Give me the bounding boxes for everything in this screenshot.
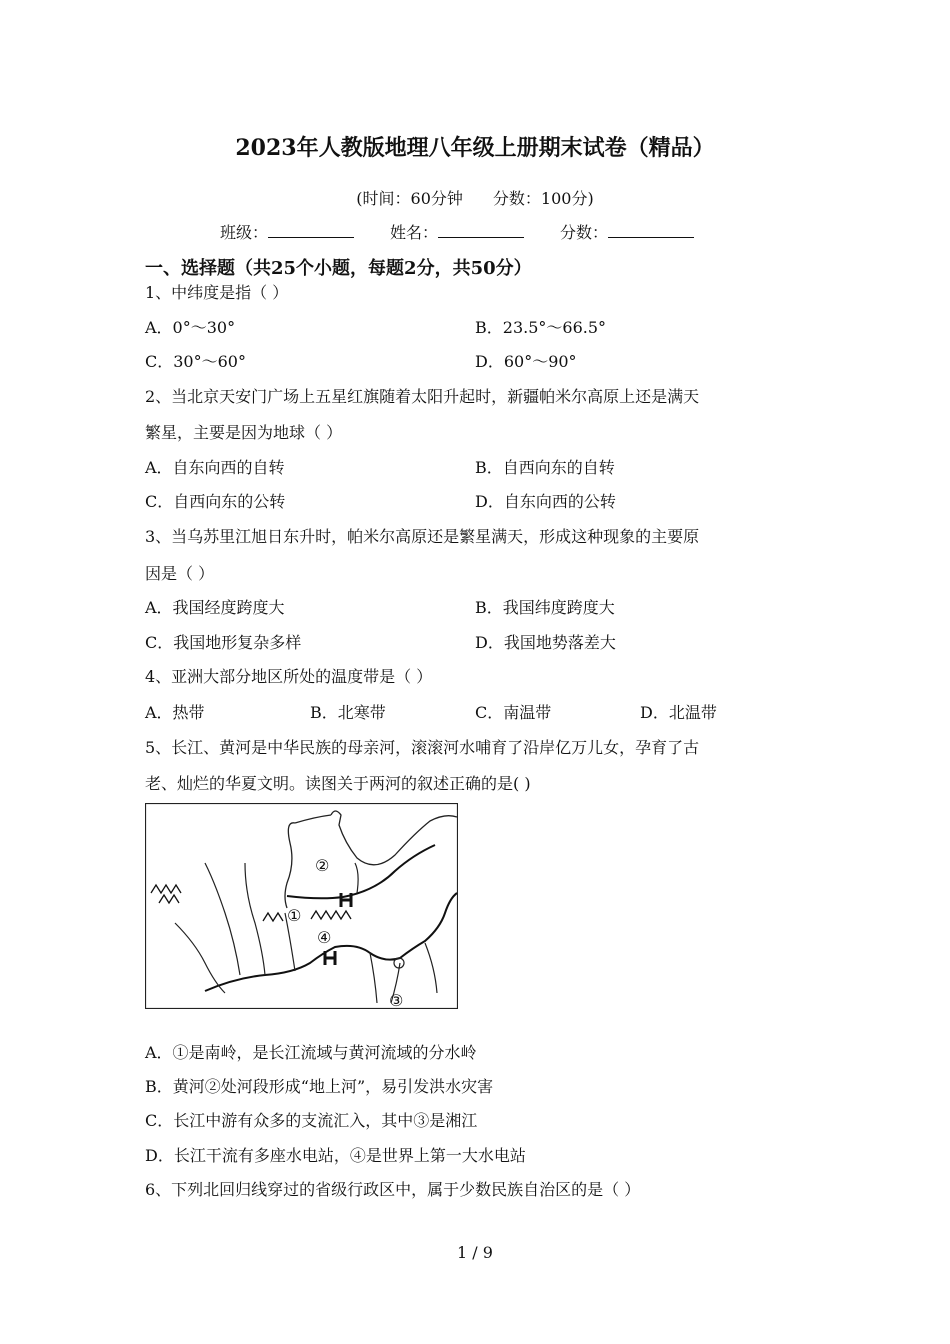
option: A．我国经度跨度大: [145, 598, 285, 617]
map-label-3: ③: [389, 991, 404, 1009]
name-blank[interactable]: [438, 223, 524, 238]
option: B．黄河②处河段形成“地上河”，易引发洪水灾害: [145, 1077, 494, 1096]
option: D．我国地势落差大: [475, 633, 616, 652]
option: B．自西向东的自转: [475, 458, 615, 477]
class-blank[interactable]: [268, 223, 354, 238]
question-stem: 4、亚洲大部分地区所处的温度带是（ ）: [145, 667, 433, 686]
question-stem: 繁星，主要是因为地球（ ）: [145, 423, 343, 442]
question-stem: 因是（ ）: [145, 564, 215, 583]
exam-total-score: 分数：100分): [492, 189, 594, 208]
option: D．自东向西的公转: [475, 492, 616, 511]
score-blank[interactable]: [608, 223, 694, 238]
student-fields: [220, 220, 694, 243]
exam-time: (时间：60分钟: [356, 189, 463, 208]
map-label-2: ②: [315, 856, 330, 875]
name-label: 姓名：: [390, 223, 439, 242]
question-stem: 老、灿烂的华夏文明。读图关于两河的叙述正确的是( ): [145, 774, 531, 793]
map-label-4: ④: [317, 928, 332, 947]
option: B．我国纬度跨度大: [475, 598, 615, 617]
option: B．23.5°～66.5°: [475, 318, 607, 337]
option: B．北寒带: [310, 703, 386, 722]
page-title: 2023年人教版地理八年级上册期末试卷（精品）: [235, 135, 715, 161]
option: C．自西向东的公转: [145, 492, 286, 511]
map-label-1: ①: [287, 906, 302, 925]
option: A．①是南岭，是长江流域与黄河流域的分水岭: [145, 1043, 477, 1062]
question-stem: 6、下列北回归线穿过的省级行政区中，属于少数民族自治区的是（ ）: [145, 1180, 641, 1199]
question-stem: 2、当北京天安门广场上五星红旗随着太阳升起时，新疆帕米尔高原上还是满天: [145, 387, 700, 406]
class-label: 班级：: [220, 223, 269, 242]
option: C．长江中游有众多的支流汇入，其中③是湘江: [145, 1111, 478, 1130]
option: C．南温带: [475, 703, 552, 722]
question-stem: 5、长江、黄河是中华民族的母亲河，滚滚河水哺育了沿岸亿万儿女，孕育了古: [145, 738, 700, 757]
option: A．0°～30°: [145, 318, 236, 337]
option: C．30°～60°: [145, 352, 246, 371]
question-stem: 1、中纬度是指（ ）: [145, 283, 289, 302]
option: A．热带: [145, 703, 205, 722]
option: D．60°～90°: [475, 352, 577, 371]
score-label: 分数：: [560, 223, 609, 242]
option: D．长江干流有多座水电站，④是世界上第一大水电站: [145, 1146, 526, 1165]
page-number: 1 / 9: [457, 1243, 493, 1262]
question-stem: 3、当乌苏里江旭日东升时，帕米尔高原还是繁星满天，形成这种现象的主要原: [145, 527, 700, 546]
option: C．我国地形复杂多样: [145, 633, 302, 652]
option: D．北温带: [640, 703, 717, 722]
option: A．自东向西的自转: [145, 458, 285, 477]
rivers-map: [145, 803, 458, 1009]
section-heading: 一、选择题（共25个小题，每题2分，共50分）: [145, 258, 532, 279]
exam-meta: [0, 186, 950, 209]
